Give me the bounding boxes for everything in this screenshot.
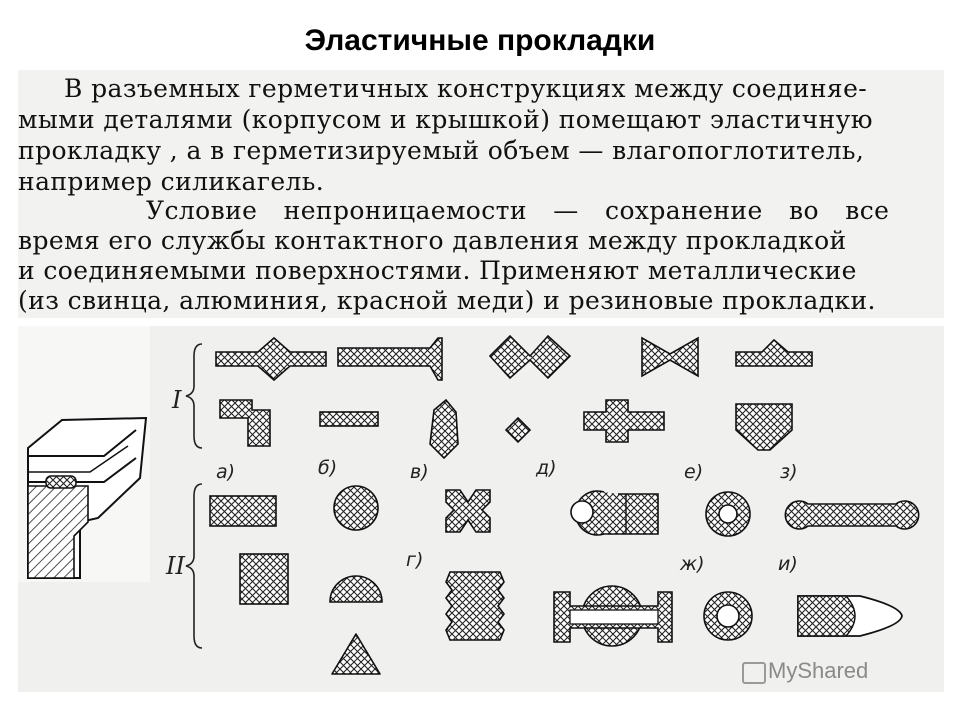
gasket-shape bbox=[240, 554, 288, 604]
gasket-shape bbox=[330, 576, 382, 602]
gasket-shape bbox=[736, 404, 792, 450]
gasket-shape bbox=[642, 338, 698, 376]
gasket-shape bbox=[736, 340, 812, 366]
label-b: б) bbox=[318, 457, 338, 479]
label-v: в) bbox=[410, 461, 429, 483]
gasket-shape bbox=[216, 338, 326, 380]
gasket-shape bbox=[430, 400, 458, 458]
gasket-shape bbox=[220, 400, 270, 446]
label-zh: ж) bbox=[680, 553, 705, 575]
group-label-II: II bbox=[166, 552, 185, 580]
group-label-I: I bbox=[172, 386, 182, 414]
label-g: г) bbox=[406, 549, 424, 571]
gasket-figure bbox=[18, 326, 944, 692]
text-line: мыми деталями (корпусом и крышкой) помещают эластичную bbox=[18, 105, 873, 134]
gasket-shape bbox=[446, 572, 504, 640]
label-d: д) bbox=[536, 457, 557, 479]
text-line: например силикагель. bbox=[18, 167, 325, 196]
text-line: и соединяемыми поверхностями. Применяют металлические bbox=[18, 256, 857, 285]
text-line: Условие непроницаемости — сохранение во все bbox=[146, 196, 890, 225]
gasket-shape bbox=[446, 490, 490, 532]
gasket-drawing bbox=[18, 326, 944, 692]
label-e: е) bbox=[684, 461, 704, 483]
text-line: прокладку , а в герметизируемый объем — влагопоглотитель, bbox=[18, 136, 865, 165]
slide-title: Эластичные прокладки bbox=[304, 24, 656, 57]
gasket-shape bbox=[490, 336, 570, 378]
gasket-shape bbox=[338, 338, 442, 380]
gasket-shape bbox=[506, 418, 530, 442]
label-z: з) bbox=[780, 461, 798, 483]
housing-cross-section bbox=[18, 326, 150, 582]
scanned-text-block bbox=[18, 70, 944, 318]
text-line: (из свинца, алюминия, красной меди) и резиновые прокладки. bbox=[18, 286, 876, 315]
watermark-icon bbox=[742, 662, 766, 684]
gasket-shape bbox=[584, 400, 664, 442]
label-a: а) bbox=[216, 461, 236, 483]
label-i: и) bbox=[778, 553, 798, 575]
gasket-shape bbox=[320, 412, 378, 426]
text-line: время его службы контактного давления между прокладкой bbox=[18, 226, 847, 255]
watermark: MyShared bbox=[768, 658, 869, 683]
gasket-shape bbox=[785, 501, 918, 529]
text-line: В разъемных герметичных конструкциях между соединяе- bbox=[64, 74, 868, 103]
gasket-shape bbox=[332, 634, 380, 674]
gasket-shape bbox=[210, 496, 276, 526]
gasket-shape bbox=[334, 486, 378, 530]
